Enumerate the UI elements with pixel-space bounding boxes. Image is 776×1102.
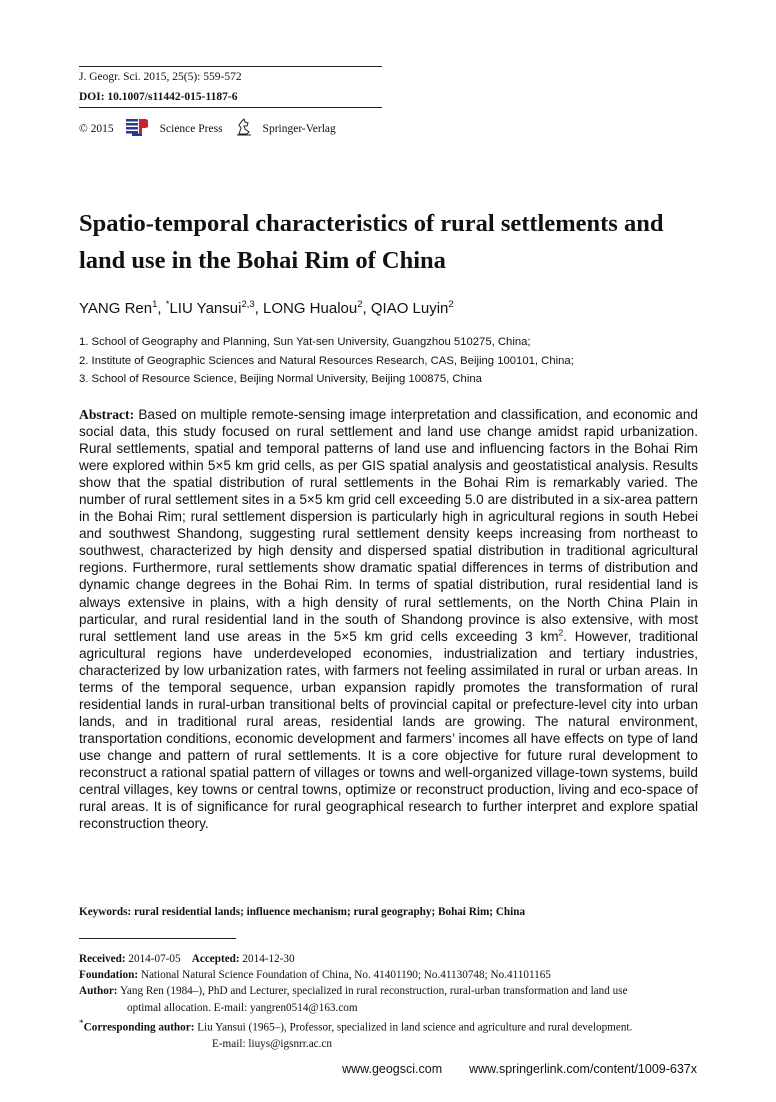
abstract-text-2: . However, traditional agricultural regions have underdeveloped economies, industrialization and tertiary industries, characterized by low urbanization rates, with farmers not feeling assimilated in rural or urban areas. In terms of the temporal sequence, urban expansion rapidly promotes the transformation of rural residential lands in rural-urban transitional belts of provincial capital or prefecture-level city into urban lands, and in traditional rural areas, residential lands are growing. The natural environment, transportation conditions, economic development and farmers’ incomes all have effects on type of land use change and pattern of rural settlements. It is a core objective for future rural development to reconstruct a rational spatial pattern of villages or towns and well-organized village-town systems, build central villages, key towns or central towns, optimize or reconstruct production, living and eco-space of rural areas. It is of significance for rural geographical research to further interpret and explore spatial reconstruction theory.	[79, 628, 698, 832]
author	[371, 300, 454, 317]
author	[263, 300, 371, 317]
author-affil-sup: 1	[152, 299, 158, 310]
received-label: Received:	[79, 953, 126, 965]
doi[interactable]: DOI: 10.1007/s11442-015-1187-6	[79, 91, 238, 103]
author	[166, 300, 263, 317]
author-label: Author:	[79, 985, 118, 998]
affiliations	[79, 333, 574, 389]
received-date: 2014-07-05	[128, 953, 181, 965]
footnotes	[79, 951, 701, 1052]
link-geogsci[interactable]: www.geogsci.com	[342, 1062, 443, 1076]
publisher-row	[79, 118, 336, 139]
author-line	[79, 983, 701, 999]
corresponding-line	[79, 1016, 701, 1036]
foundation-label: Foundation:	[79, 969, 139, 982]
foundation-line	[79, 967, 701, 983]
abstract-text-1: Based on multiple remote-sensing image interpretation and classification, and economic and social data, this study focused on rural settlement and land use change amidst rapid urbanization. Rural settlements, spatial and temporal patterns of land use and influencing factors in the Bohai Rim were explored within 5×5 km grid cells, as per GIS spatial analysis and geostatistical analysis. Results show that the spatial distribution of rural settlements in the Bohai Rim is remarkably varied. The number of rural settlement sites in a 5×5 km grid cell exceeding 5.0 are distributed in a six-area pattern in the Bohai Rim; rural settlement dispersion is particularly high in agricultural regions in south Hebei and southwest Shandong, suggesting rural settlement density keeps increasing from northeast to southwest, characterized by high density and dispersed spatial distribution in traditional agricultural regions. Furthermore, rural settlements show dramatic spatial differences in terms of distribution and dynamic change degrees in the Bohai Rim. In terms of spatial distribution, rural residential land is always extensive in plains, with a high density of rural settlements, on the North China Plain in particular, and rural residential land in the south of Shandong province is also extensive, with most rural settlement land use areas in the 5×5 km grid cells exceeding 3 km	[79, 407, 698, 644]
publisher-springer: Springer-Verlag	[262, 122, 336, 135]
footnote-rule	[79, 938, 236, 939]
author-sep: ,	[157, 300, 166, 317]
bottom-links	[342, 1062, 697, 1076]
foundation-text: National Natural Science Foundation of China, No. 41401190; No.41130748; No.41101165	[140, 969, 551, 982]
accepted-label: Accepted:	[191, 953, 240, 965]
journal-citation: J. Geogr. Sci. 2015, 25(5): 559-572	[79, 71, 242, 83]
author-text: Yang Ren (1984–), PhD and Lecturer, specialized in rural reconstruction, rural-urban transformation and land use	[119, 985, 628, 998]
corresponding-text: Liu Yansui (1965–), Professor, specialized in land science and agriculture and rural development.	[197, 1021, 633, 1034]
affiliation-2: 2. Institute of Geographic Sciences and Natural Resources Research, CAS, Beijing 100101, China;	[79, 354, 574, 367]
author	[79, 300, 166, 317]
author-affil-sup: 2	[448, 299, 454, 310]
springer-horse-logo-icon	[235, 118, 253, 139]
author-name: LONG Hualou	[263, 300, 358, 317]
author-name: QIAO Luyin	[370, 300, 449, 317]
header-rule-top	[79, 66, 382, 67]
affiliation-3: 3. School of Resource Science, Beijing Normal University, Beijing 100875, China	[79, 373, 482, 385]
author-name: YANG Ren	[79, 300, 153, 317]
link-springerlink[interactable]: www.springerlink.com/content/1009-637x	[469, 1062, 697, 1076]
article-title: Spatio-temporal characteristics of rural settlements and land use in the Bohai Rim of China	[79, 210, 664, 274]
keywords: Keywords: rural residential lands; influence mechanism; rural geography; Bohai Rim; China	[79, 906, 526, 918]
corresponding-line-2: E-mail: liuys@igsnrr.ac.cn	[212, 1037, 332, 1050]
corresponding-star-note: *	[79, 1018, 84, 1029]
abstract-label: Abstract:	[79, 407, 135, 422]
accepted-date: 2014-12-30	[242, 953, 295, 965]
publisher-science-press: Science Press	[159, 122, 223, 135]
affiliation-1: 1. School of Geography and Planning, Sun Yat-sen University, Guangzhou 510275, China;	[79, 336, 531, 348]
copyright: © 2015	[79, 122, 114, 135]
abstract	[79, 406, 698, 832]
science-press-logo-icon	[126, 119, 148, 139]
author-name: LIU Yansui	[169, 300, 242, 317]
author-affil-sup: 2	[357, 299, 363, 310]
abstract-superscript: 2	[558, 627, 564, 638]
dates-line	[79, 951, 701, 967]
corresponding-star: *	[165, 299, 170, 310]
author-sep: ,	[362, 300, 371, 317]
author-sep: ,	[254, 300, 263, 317]
corresponding-label: Corresponding author:	[83, 1021, 195, 1034]
header-rule-bottom	[79, 107, 382, 108]
author-affil-sup: 2,3	[241, 299, 255, 310]
author-line-2: optimal allocation. E-mail: yangren0514@163.com	[127, 1001, 358, 1014]
author-list	[79, 299, 454, 317]
